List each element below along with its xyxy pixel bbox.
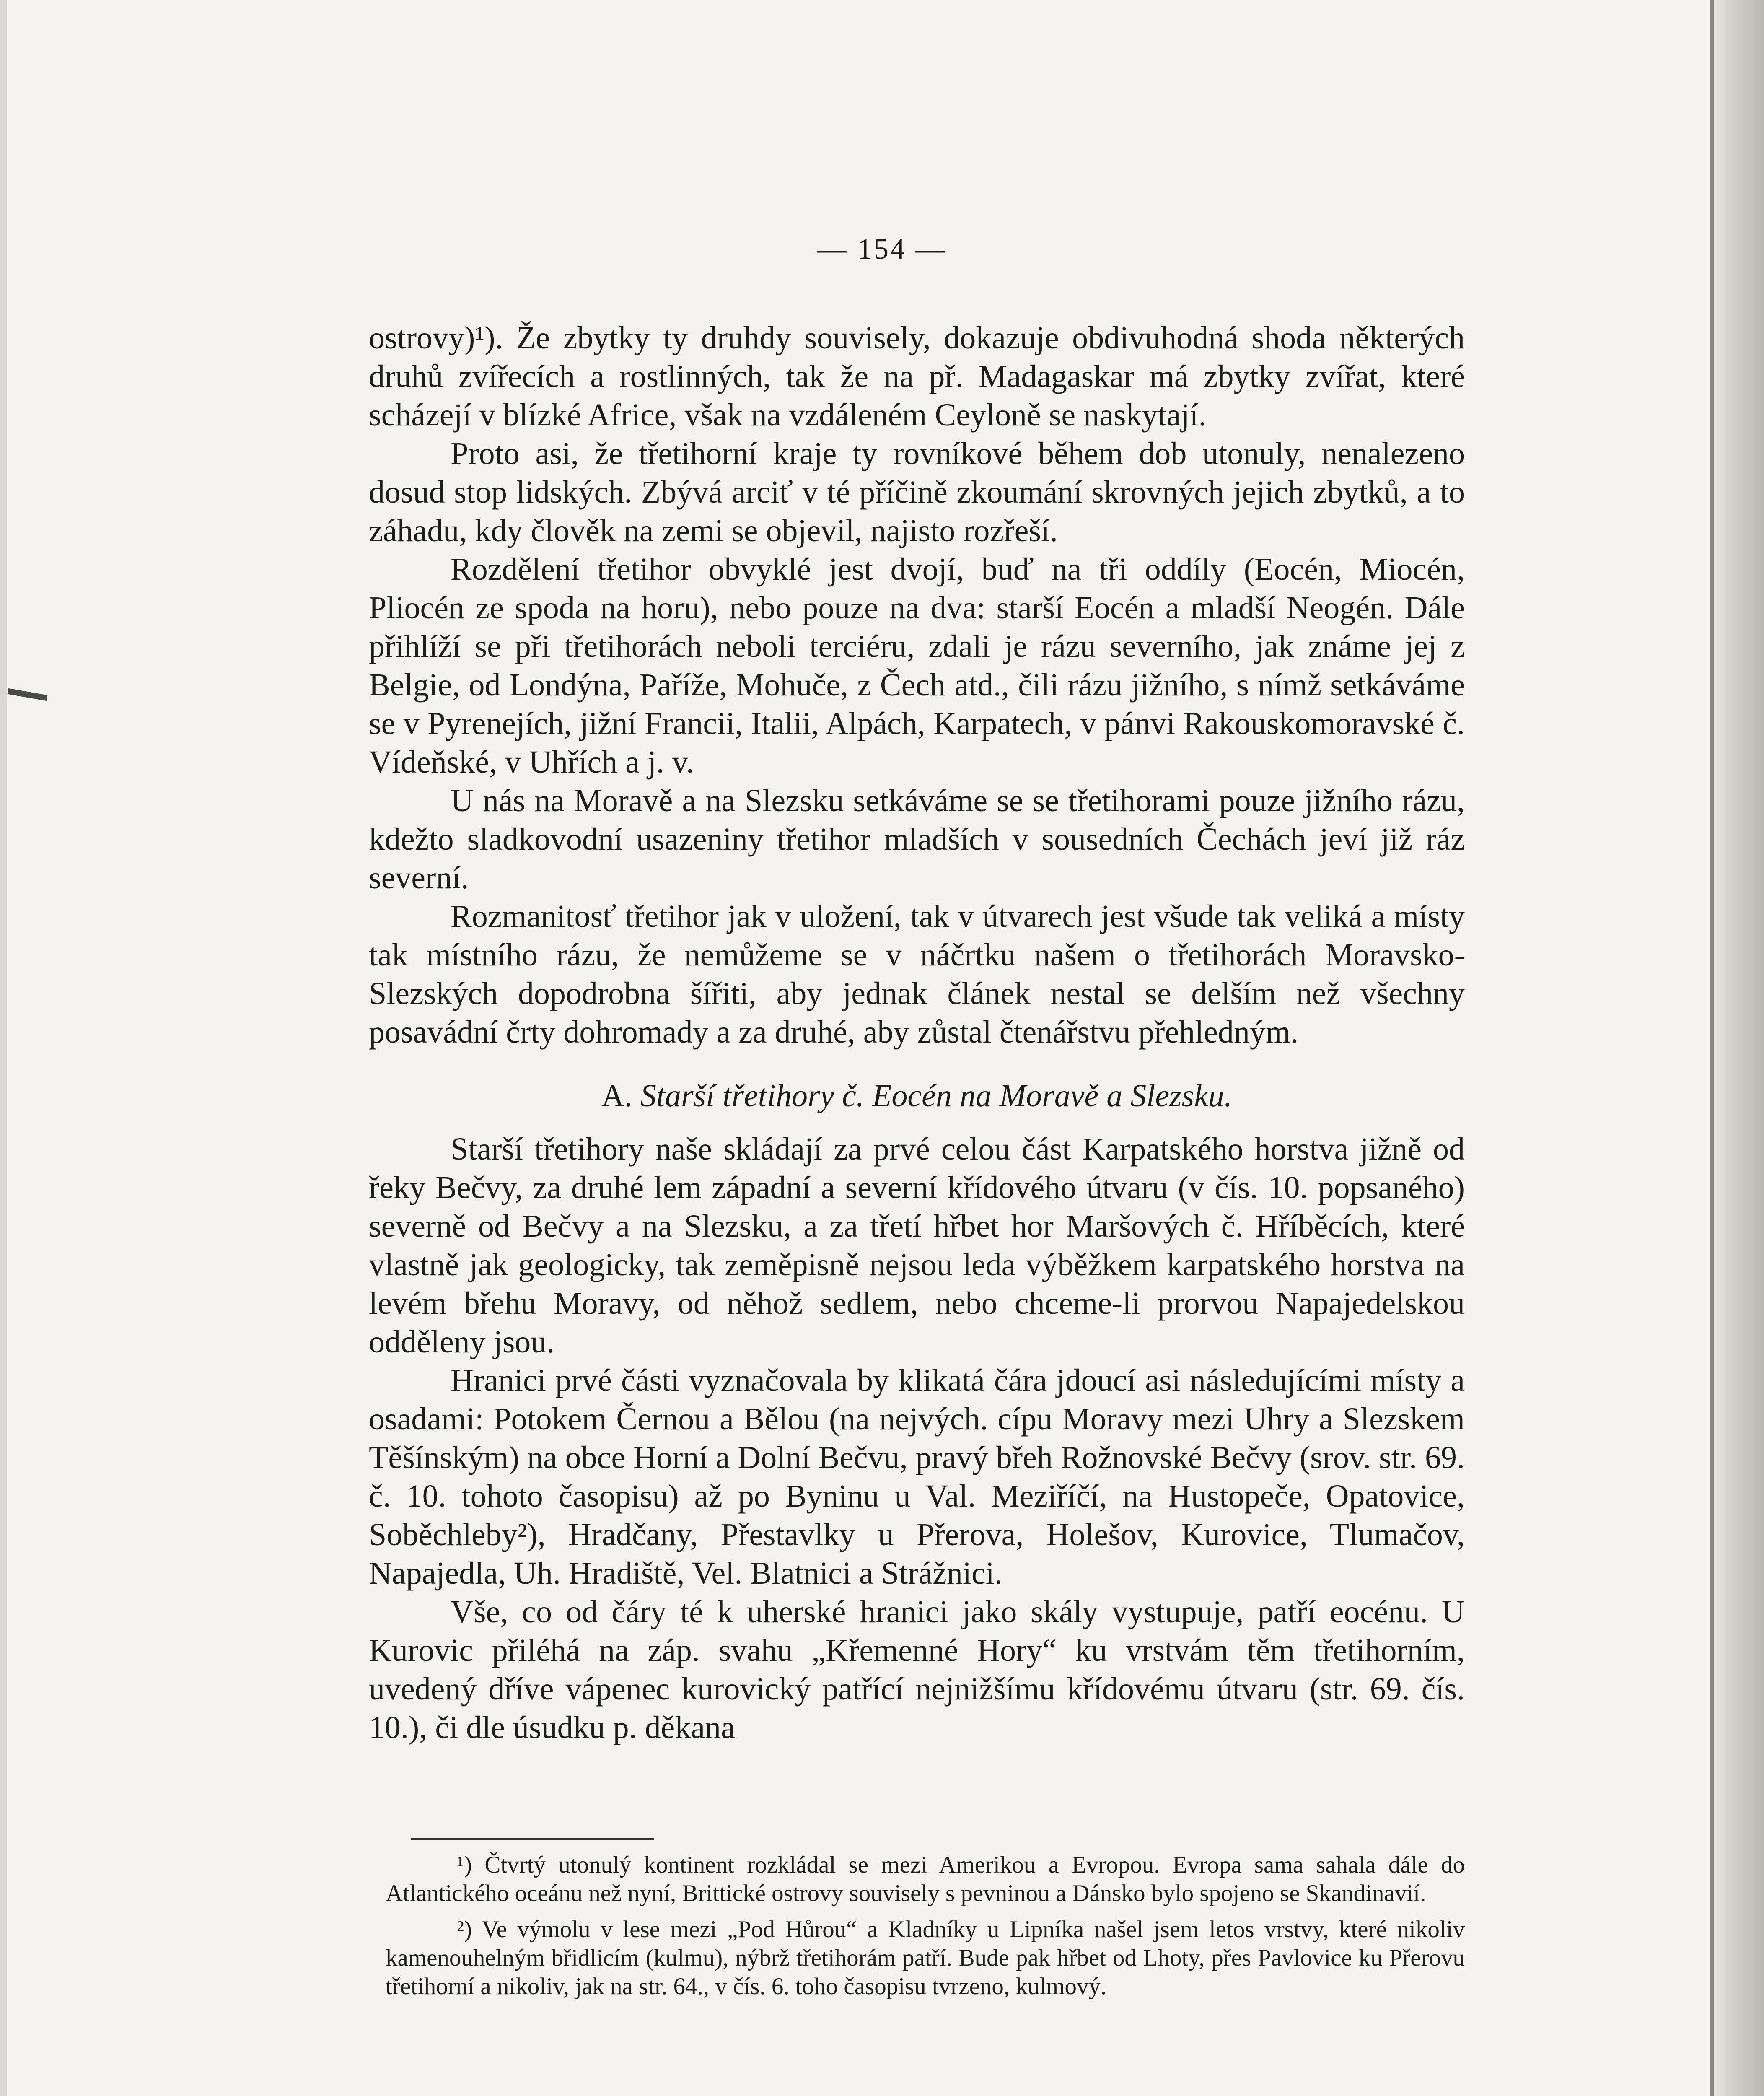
paragraph-8: Vše, co od čáry té k uherské hranici jako skály vystupuje, patří eocénu. U Kurovic přiléhá na záp. svahu „Křemenné Hory“ ku vrstvám těm třetihorním, uvedený dříve vápenec kurovický patřící nejnižšímu křídovému útvaru (str. 69. čís. 10.), či dle úsudku p. děkana [369,1594,1465,1745]
main-text [369,319,1465,1747]
page-number: — 154 — [817,233,947,265]
section-heading-title: Starší třetihory č. Eocén na Moravě a Slezsku. [640,1078,1232,1113]
paragraph-7: Hranici prvé části vyznačovala by klikatá čára jdoucí asi následujícími místy a osadami: Potokem Černou a Bělou (na nejvých. cípu Moravy mezi Uhry a Slezskem Těšínským) na obce Horní a Dolní Bečvu, pravý břeh Rožnovské Bečvy (srov. str. 69. č. 10. tohoto časopisu) až po Byninu u Val. Meziříčí, na Hustopeče, Opatovice, Soběchleby²), Hradčany, Přestavlky u Přerova, Holešov, Kurovice, Tlumačov, Napajedla, Uh. Hradiště, Vel. Blatnici a Strážnici. [369,1363,1465,1591]
paragraph-1: ostrovy)¹). Že zbytky ty druhdy souvisely, dokazuje obdivuhodná shoda některých druhů zvířecích a rostlinných, tak že na př. Madagaskar má zbytky zvířat, které scházejí v blízké Africe, však na vzdáleném Ceyloně se naskytají. [369,320,1465,433]
paragraph-6: Starší třetihory naše skládají za prvé celou část Karpatského horstva jižně od řeky Bečvy, za druhé lem západní a severní křídového útvaru (v čís. 10. popsaného) severně od Bečvy a na Slezsku, a za třetí hřbet hor Maršových č. Hříběcích, které vlastně jak geologicky, tak zeměpisně nejsou leda výběžkem karpatského horstva na levém břehu Moravy, od něhož sedlem, nebo chceme-li prorvou Napajedelskou odděleny jsou. [369,1131,1465,1359]
footnote-2: ²) Ve výmolu v lese mezi „Pod Hůrou“ a Kladníky u Lipníka našel jsem letos vrstvy, které nikoliv kamenouhelným břidlicím (kulmu), nýbrž třetihorám patří. Bude pak hřbet od Lhoty, přes Pavlovice ku Přerovu třetihorní a nikoliv, jak na str. 64., v čís. 6. toho časopisu tvrzeno, kulmový. [386,1916,1465,2000]
section-heading [369,1077,1465,1115]
scan-edge-left [0,0,7,2096]
footnotes [386,1851,1465,2008]
footnote-1: ¹) Čtvrtý utonulý kontinent rozkládal se mezi Amerikou a Evropou. Evropa sama sahala dále do Atlantického oceánu než nyní, Brittické ostrovy souvisely s pevninou a Dánsko bylo spojeno se Skandinavií. [386,1852,1465,1907]
paragraph-2: Proto asi, že třetihorní kraje ty rovníkové během dob utonuly, nenalezeno dosud stop lidských. Zbývá arciť v té příčině zkoumání skrovných jejich zbytků, a to záhadu, kdy člověk na zemi se objevil, najisto rozřeší. [369,436,1465,548]
section-heading-letter: A. [601,1078,632,1113]
scan-edge-right [1710,0,1764,2096]
margin-mark [8,688,48,701]
paragraph-3: Rozdělení třetihor obvyklé jest dvojí, buď na tři oddíly (Eocén, Miocén, Pliocén ze spoda na horu), nebo pouze na dva: starší Eocén a mladší Neogén. Dále přihlíží se při třetihorách neboli terciéru, zdali je rázu severního, jak známe jej z Belgie, od Londýna, Paříže, Mohuče, z Čech atd., čili rázu jižního, s nímž setkáváme se v Pyrenejích, jižní Francii, Italii, Alpách, Karpatech, v pánvi Rakouskomoravské č. Vídeňské, v Uhřích a j. v. [369,552,1465,780]
paragraph-5: Rozmanitosť třetihor jak v uložení, tak v útvarech jest všude tak veliká a místy tak místního rázu, že nemůžeme se v náčrtku našem o třetihorách Moravsko-Slezských dopodrobna šířiti, aby jednak článek nestal se delším než všechny posavádní črty dohromady a za druhé, aby zůstal čtenářstvu přehledným. [369,899,1465,1050]
scan-edge-line [1710,0,1714,2096]
footnote-rule [411,1838,654,1840]
paragraph-4: U nás na Moravě a na Slezsku setkáváme se se třetihorami pouze jižního rázu, kdežto sladkovodní usazeniny třetihor mladších v sousedních Čechách jeví již ráz severní. [369,783,1465,895]
